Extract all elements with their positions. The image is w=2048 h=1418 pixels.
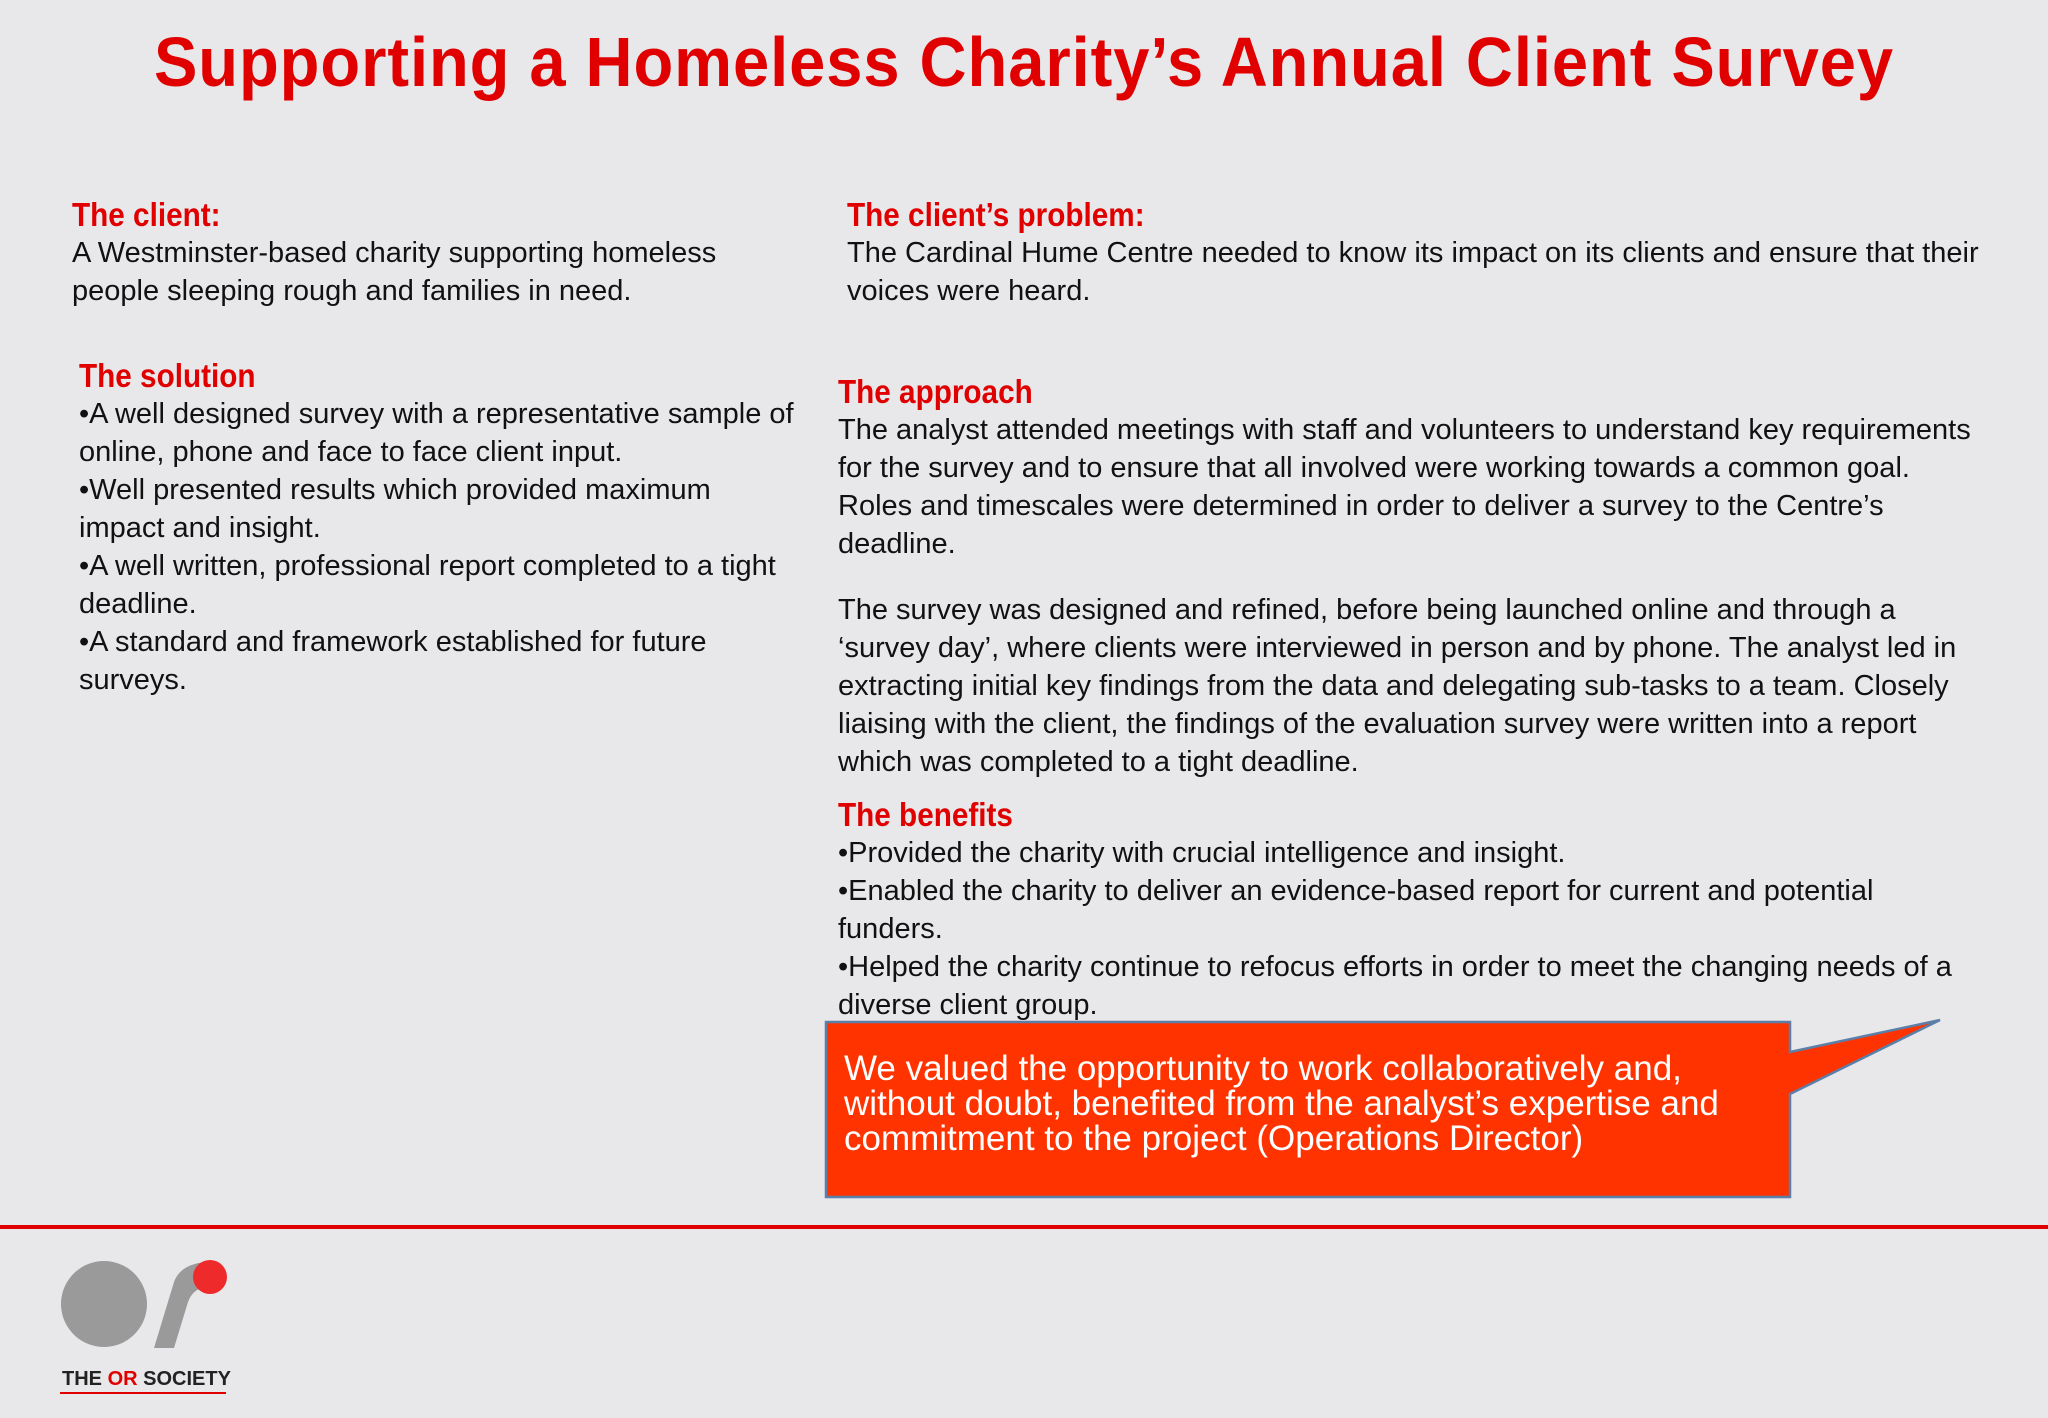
logo-word-the: THE xyxy=(62,1368,108,1390)
benefit-item: •Enabled the charity to deliver an evidence-based report for current and potential funders. xyxy=(838,875,1874,945)
logo-word-or: OR xyxy=(107,1368,138,1390)
solution-item: •A well designed survey with a representative sample of online, phone and face to face client input. xyxy=(79,398,794,468)
solution-item: •Well presented results which provided maximum impact and insight. xyxy=(79,474,711,544)
logo-wordmark xyxy=(62,1368,231,1391)
approach-paragraph: The survey was designed and refined, before being launched online and through a ‘survey day’, where clients were interviewed in person and by phone. The analyst led in extracting initial key findings from the data and delegating sub-tasks to a team. Closely liaising with the client, the findings of the evaluation survey were written into a report which was completed to a tight deadline. xyxy=(838,594,1957,778)
solution-heading: The solution xyxy=(79,357,256,394)
solution-section xyxy=(79,357,794,699)
approach-paragraph: The analyst attended meetings with staff and volunteers to understand key requirements for the survey and to ensure that all involved were working towards a common goal. Roles and timescales were determined in order to deliver a survey to the Centre’s deadline. xyxy=(838,414,1971,560)
logo-word-society: SOCIETY xyxy=(137,1368,231,1390)
solution-item: •A well written, professional report completed to a tight deadline. xyxy=(79,550,776,620)
benefits-heading: The benefits xyxy=(838,796,1013,833)
client-text: A Westminster-based charity supporting homeless people sleeping rough and families in need. xyxy=(72,237,717,307)
client-section xyxy=(72,196,802,310)
client-heading: The client: xyxy=(72,196,221,233)
problem-section xyxy=(847,196,1987,310)
approach-heading: The approach xyxy=(838,373,1033,410)
approach-section xyxy=(838,373,1978,781)
benefits-section xyxy=(838,796,1978,1024)
page-title: Supporting a Homeless Charity’s Annual Client Survey xyxy=(153,23,1895,101)
benefit-item: •Helped the charity continue to refocus efforts in order to meet the changing needs of a diverse client group. xyxy=(838,951,1952,1021)
problem-text: The Cardinal Hume Centre needed to know its impact on its clients and ensure that their voices were heard. xyxy=(847,237,1979,307)
benefit-item: •Provided the charity with crucial intelligence and insight. xyxy=(838,837,1566,869)
solution-item: •A standard and framework established for future surveys. xyxy=(79,626,707,696)
footer-divider xyxy=(0,1225,2048,1229)
logo-o-shape xyxy=(58,1252,161,1352)
quote-text: We valued the opportunity to work collaboratively and, without doubt, benefited from the analyst’s expertise and commitment to the project (Operations Director) xyxy=(844,1049,1719,1158)
logo-underline xyxy=(60,1392,226,1394)
logo-dot-shape xyxy=(193,1260,227,1294)
or-society-logo-icon xyxy=(58,1252,238,1352)
problem-heading: The client’s problem: xyxy=(847,196,1145,233)
